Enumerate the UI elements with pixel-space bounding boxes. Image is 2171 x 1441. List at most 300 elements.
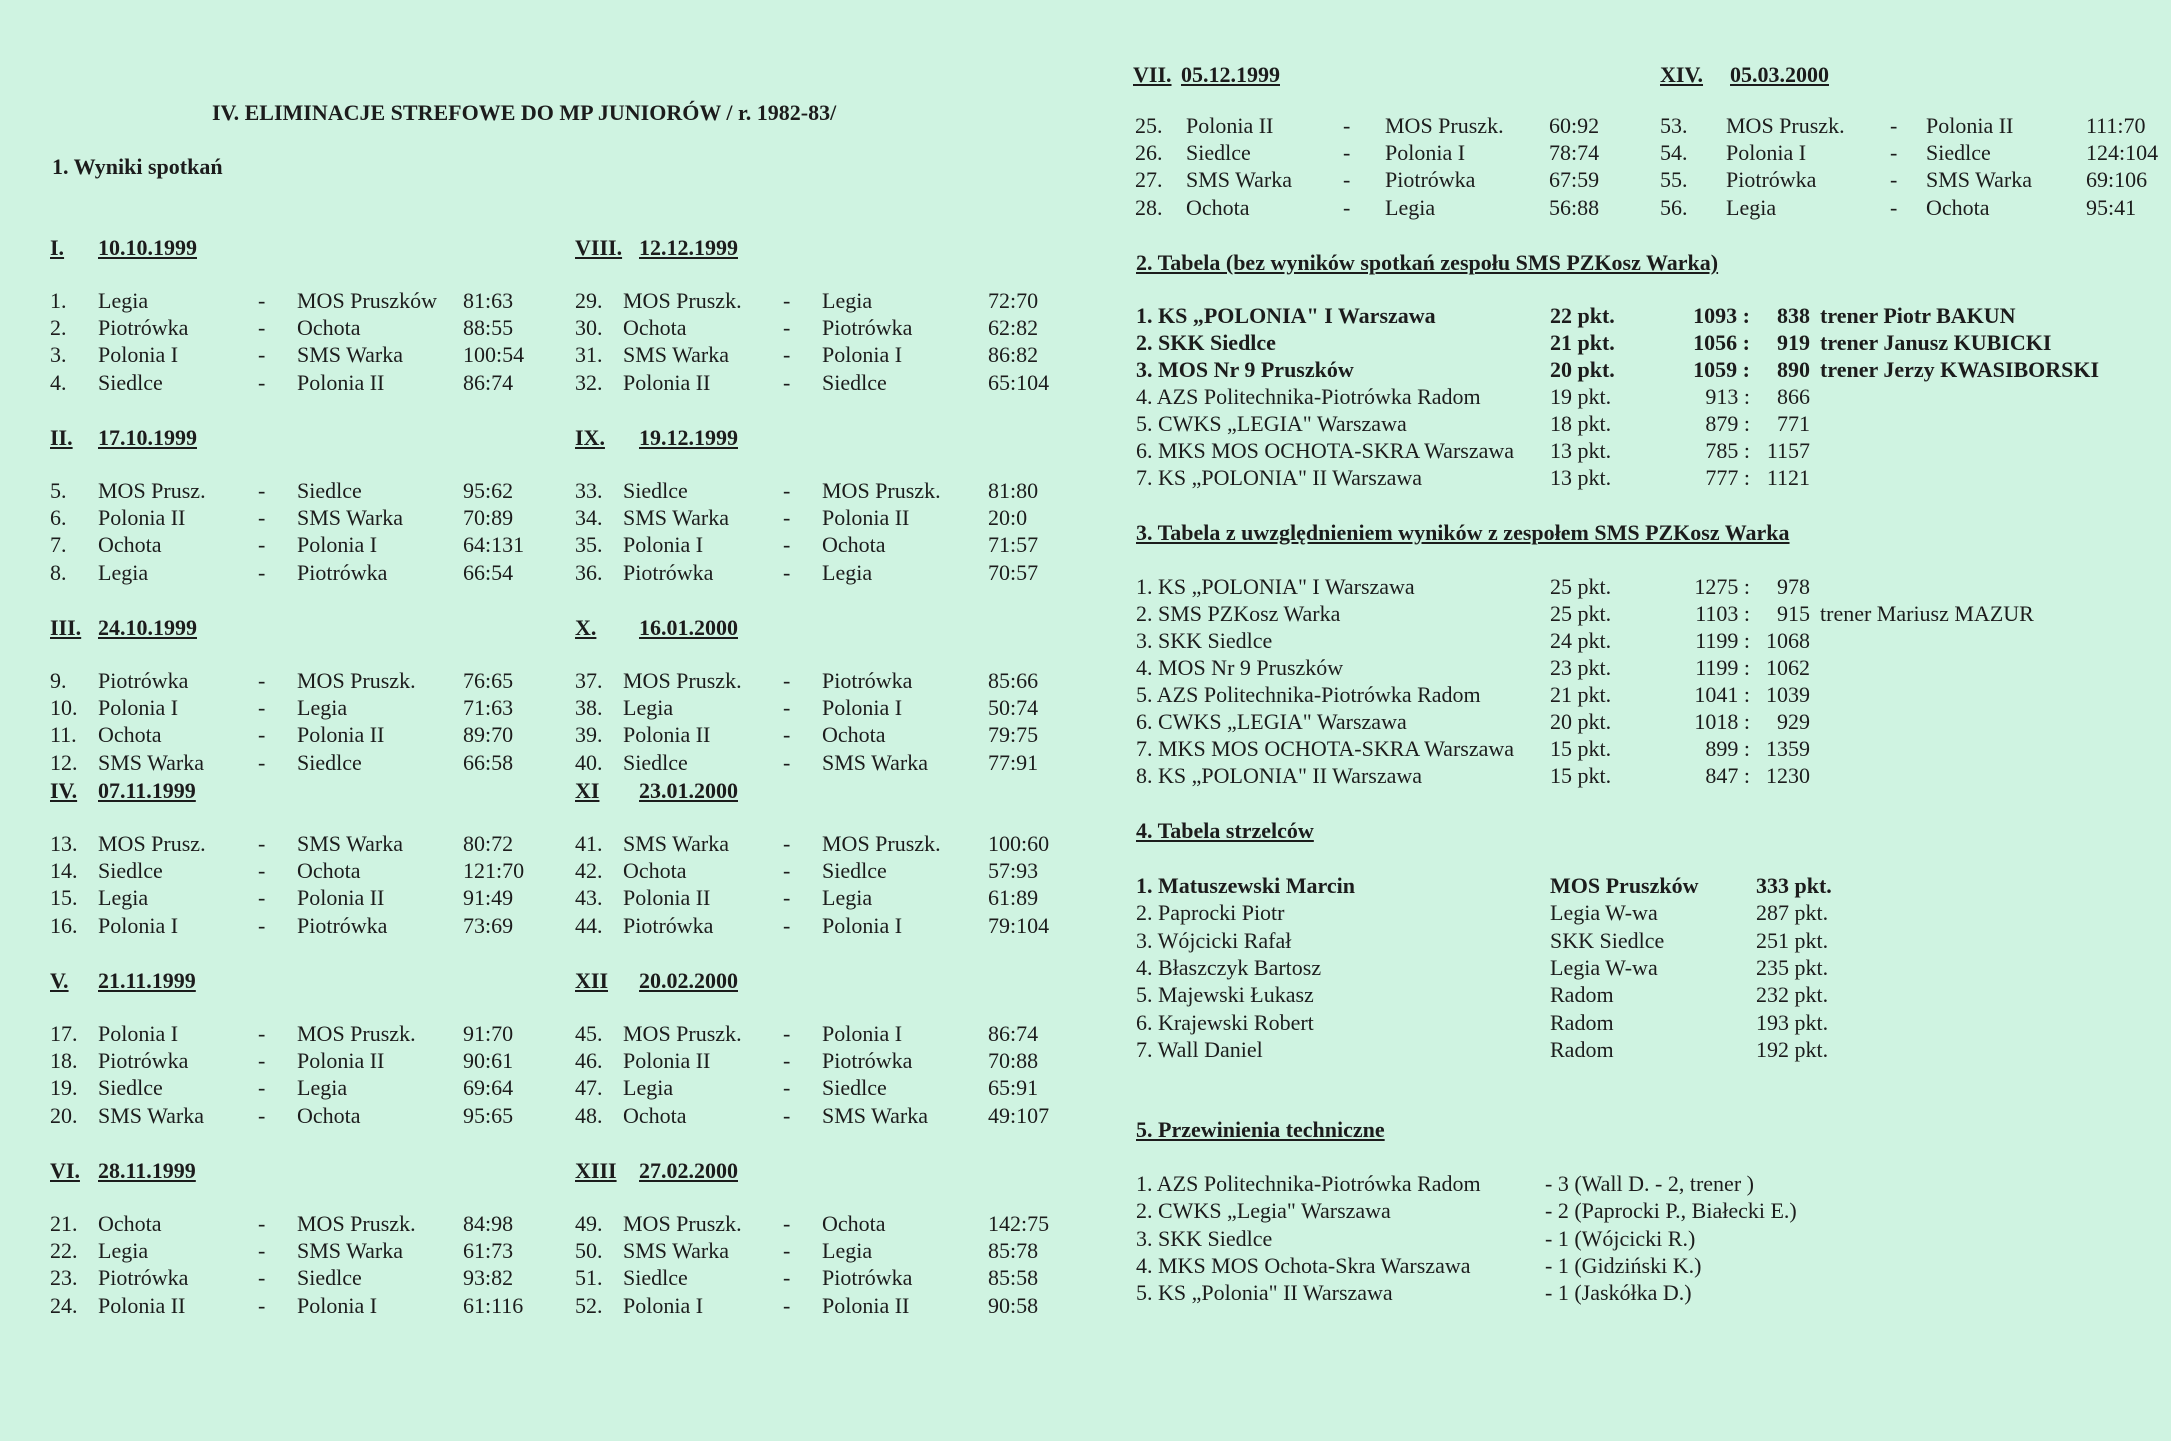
match-separator: - <box>258 1075 266 1101</box>
match-score: 84:98 <box>463 1211 514 1236</box>
away-team: Ochota <box>297 315 361 341</box>
player-club: Legia W-wa <box>1550 954 1658 980</box>
player-club: Radom <box>1550 1036 1614 1062</box>
match-number: 14. <box>50 858 78 884</box>
match-number: 42. <box>575 858 603 884</box>
home-team: Ochota <box>623 858 687 884</box>
match-number: 26. <box>1135 140 1163 166</box>
foul-team: 3. SKK Siedlce <box>1136 1225 1273 1251</box>
match-score: 86:82 <box>988 342 1039 368</box>
points: 24 pkt. <box>1550 628 1612 653</box>
team-name: 3. SKK Siedlce <box>1136 628 1273 653</box>
foul-team: 4. MKS MOS Ochota-Skra Warszawa <box>1136 1252 1471 1278</box>
player-club: MOS Pruszków <box>1550 873 1699 898</box>
away-team: Legia <box>297 1075 348 1101</box>
match-number: 22. <box>50 1238 78 1264</box>
match-number: 52. <box>575 1292 603 1318</box>
match-separator: - <box>783 695 791 721</box>
match-separator: - <box>1343 194 1351 220</box>
match-score: 70:88 <box>988 1048 1039 1074</box>
points: 20 pkt. <box>1550 357 1615 382</box>
match-number: 19. <box>50 1075 78 1101</box>
match-separator: - <box>783 288 791 313</box>
match-score: 90:58 <box>988 1292 1039 1318</box>
points: 13 pkt. <box>1550 438 1612 463</box>
match-score: 57:93 <box>988 858 1039 884</box>
team-name: 8. KS „POLONIA" II Warszawa <box>1136 763 1423 788</box>
match-score: 69:64 <box>463 1075 514 1101</box>
team-name: 1. KS „POLONIA" I Warszawa <box>1136 574 1415 599</box>
foul-team: 1. AZS Politechnika-Piotrówka Radom <box>1136 1171 1481 1196</box>
match-number: 27. <box>1135 167 1163 193</box>
foul-detail: - 1 (Jaskółka D.) <box>1545 1280 1692 1306</box>
match-number: 9. <box>50 668 67 693</box>
match-number: 1. <box>50 288 67 313</box>
match-separator: - <box>1343 113 1351 138</box>
player-name: 7. Wall Daniel <box>1136 1036 1263 1062</box>
match-separator: - <box>783 1021 791 1046</box>
away-team: Piotrówka <box>822 668 913 693</box>
round-number: XI <box>575 778 600 803</box>
home-team: Polonia I <box>98 912 179 938</box>
match-score: 85:58 <box>988 1265 1039 1291</box>
points: 23 pkt. <box>1550 655 1612 680</box>
match-number: 12. <box>50 749 78 775</box>
points-allowed: 1157 <box>1766 438 1810 463</box>
away-team: Legia <box>1385 194 1436 220</box>
foul-team: 2. CWKS „Legia" Warszawa <box>1136 1198 1391 1224</box>
round-header <box>575 235 738 261</box>
away-team: SMS Warka <box>1926 167 2032 193</box>
match-number: 40. <box>575 749 603 775</box>
match-score: 91:70 <box>463 1021 514 1046</box>
away-team: SMS Warka <box>822 749 928 775</box>
match-number: 41. <box>575 831 603 856</box>
round-header <box>50 968 196 994</box>
match-number: 50. <box>575 1238 603 1264</box>
match-score: 88:55 <box>463 315 514 341</box>
away-team: Polonia I <box>822 342 903 368</box>
match-separator: - <box>258 478 266 503</box>
home-team: Polonia I <box>98 1021 179 1046</box>
match-separator: - <box>783 831 791 856</box>
table5-title: 5. Przewinienia techniczne <box>1136 1117 1385 1142</box>
match-score: 85:78 <box>988 1238 1039 1264</box>
match-number: 38. <box>575 695 603 721</box>
match-score: 64:131 <box>463 532 525 558</box>
points: 25 pkt. <box>1550 601 1612 626</box>
home-team: SMS Warka <box>623 342 729 368</box>
home-team: Piotrówka <box>623 559 714 585</box>
match-score: 90:61 <box>463 1048 514 1074</box>
points-allowed: 1121 <box>1766 465 1810 490</box>
match-number: 54. <box>1660 140 1688 166</box>
section-results-title: 1. Wyniki spotkań <box>52 154 223 179</box>
match-score: 66:58 <box>463 749 514 775</box>
home-team: Polonia II <box>623 885 711 911</box>
match-number: 11. <box>50 722 77 748</box>
away-team: Polonia II <box>1926 113 2014 138</box>
home-team: Ochota <box>1186 194 1250 220</box>
round-date: 21.11.1999 <box>98 968 196 993</box>
match-score: 71:57 <box>988 532 1039 558</box>
home-team: Piotrówka <box>623 912 714 938</box>
team-name: 3. MOS Nr 9 Pruszków <box>1136 357 1354 382</box>
match-number: 30. <box>575 315 603 341</box>
match-separator: - <box>1890 167 1898 193</box>
home-team: Legia <box>98 288 149 313</box>
points: 13 pkt. <box>1550 465 1612 490</box>
player-club: Radom <box>1550 1009 1614 1035</box>
player-points: 192 pkt. <box>1756 1036 1829 1062</box>
round-header <box>50 1158 196 1184</box>
points-allowed: 978 <box>1777 574 1810 599</box>
round-number: IV. <box>50 778 78 803</box>
match-number: 3. <box>50 342 67 368</box>
away-team: Piotrówka <box>822 1048 913 1074</box>
away-team: Ochota <box>822 532 886 558</box>
away-team: SMS Warka <box>297 505 403 531</box>
away-team: Polonia II <box>297 885 385 911</box>
round-number: XIII <box>575 1158 617 1183</box>
match-number: 2. <box>50 315 67 341</box>
match-separator: - <box>783 1211 791 1236</box>
match-score: 86:74 <box>988 1021 1039 1046</box>
round-header <box>1660 62 1829 88</box>
player-points: 232 pkt. <box>1756 982 1829 1008</box>
match-number: 33. <box>575 478 603 503</box>
match-score: 85:66 <box>988 668 1039 693</box>
match-number: 48. <box>575 1102 603 1128</box>
away-team: Polonia II <box>297 1048 385 1074</box>
home-team: Siedlce <box>98 858 163 884</box>
match-number: 44. <box>575 912 603 938</box>
match-score: 95:62 <box>463 478 514 503</box>
match-number: 53. <box>1660 113 1688 138</box>
points-scored: 1056 : <box>1693 330 1750 355</box>
points-allowed: 929 <box>1777 709 1810 734</box>
away-team: Ochota <box>822 722 886 748</box>
match-separator: - <box>258 288 266 313</box>
match-separator: - <box>783 478 791 503</box>
home-team: Legia <box>1726 194 1777 220</box>
away-team: Polonia I <box>1385 140 1466 166</box>
match-separator: - <box>258 749 266 775</box>
points-scored: 847 : <box>1705 763 1750 788</box>
team-name: 1. KS „POLONIA" I Warszawa <box>1136 303 1436 328</box>
away-team: Polonia II <box>297 722 385 748</box>
match-score: 73:69 <box>463 912 514 938</box>
points-scored: 785 : <box>1705 438 1750 463</box>
match-separator: - <box>783 749 791 775</box>
match-score: 69:106 <box>2086 167 2148 193</box>
home-team: MOS Prusz. <box>98 478 206 503</box>
match-separator: - <box>258 912 266 938</box>
match-number: 56. <box>1660 194 1688 220</box>
round-number: IX. <box>575 425 605 450</box>
home-team: SMS Warka <box>623 505 729 531</box>
match-score: 80:72 <box>463 831 514 856</box>
match-number: 16. <box>50 912 78 938</box>
match-separator: - <box>783 1265 791 1291</box>
home-team: Polonia II <box>623 369 711 395</box>
home-team: Polonia I <box>1726 140 1807 166</box>
match-score: 91:49 <box>463 885 514 911</box>
round-date: 16.01.2000 <box>639 615 738 640</box>
round-number: XII <box>575 968 609 993</box>
points: 15 pkt. <box>1550 736 1612 761</box>
home-team: Legia <box>623 695 674 721</box>
points-allowed: 915 <box>1777 601 1810 626</box>
match-number: 43. <box>575 885 603 911</box>
match-number: 45. <box>575 1021 603 1046</box>
round-number: III. <box>50 615 82 640</box>
points-allowed: 838 <box>1777 303 1810 328</box>
match-separator: - <box>258 1292 266 1318</box>
points-allowed: 1068 <box>1766 628 1810 653</box>
match-score: 65:104 <box>988 369 1050 395</box>
match-separator: - <box>258 668 266 693</box>
home-team: Piotrówka <box>1726 167 1817 193</box>
match-number: 13. <box>50 831 78 856</box>
home-team: Polonia II <box>98 1292 186 1318</box>
away-team: Polonia I <box>297 1292 378 1318</box>
match-score: 71:63 <box>463 695 514 721</box>
home-team: Ochota <box>623 315 687 341</box>
match-number: 18. <box>50 1048 78 1074</box>
points-scored: 913 : <box>1705 384 1750 409</box>
round-header <box>50 235 197 261</box>
round-date: 27.02.2000 <box>639 1158 738 1183</box>
match-number: 10. <box>50 695 78 721</box>
match-score: 66:54 <box>463 559 514 585</box>
home-team: MOS Prusz. <box>98 831 206 856</box>
home-team: Legia <box>98 559 149 585</box>
round-number: II. <box>50 425 73 450</box>
match-score: 142:75 <box>988 1211 1050 1236</box>
match-number: 17. <box>50 1021 78 1046</box>
home-team: Polonia I <box>98 695 179 721</box>
match-separator: - <box>258 1102 266 1128</box>
home-team: Ochota <box>98 1211 162 1236</box>
match-separator: - <box>258 858 266 884</box>
match-separator: - <box>783 1292 791 1318</box>
away-team: Polonia I <box>297 532 378 558</box>
home-team: Ochota <box>98 722 162 748</box>
home-team: Siedlce <box>623 749 688 775</box>
player-points: 193 pkt. <box>1756 1009 1829 1035</box>
away-team: MOS Pruszk. <box>297 1021 416 1046</box>
home-team: Legia <box>623 1075 674 1101</box>
points: 21 pkt. <box>1550 330 1615 355</box>
match-score: 20:0 <box>988 505 1028 531</box>
round-date: 10.10.1999 <box>98 235 197 260</box>
foul-detail: - 1 (Wójcicki R.) <box>1545 1225 1696 1251</box>
match-separator: - <box>783 912 791 938</box>
player-name: 3. Wójcicki Rafał <box>1136 927 1292 953</box>
match-score: 62:82 <box>988 315 1039 341</box>
home-team: MOS Pruszk. <box>1726 113 1845 138</box>
away-team: Legia <box>822 885 873 911</box>
away-team: Legia <box>822 288 873 313</box>
match-number: 20. <box>50 1102 78 1128</box>
player-name: 2. Paprocki Piotr <box>1136 900 1285 926</box>
match-score: 81:80 <box>988 478 1039 503</box>
player-name: 4. Błaszczyk Bartosz <box>1136 954 1322 980</box>
points-scored: 1103 : <box>1695 601 1750 626</box>
home-team: SMS Warka <box>623 831 729 856</box>
round-number: VII. <box>1133 62 1172 87</box>
points-allowed: 1359 <box>1766 736 1810 761</box>
team-name: 5. CWKS „LEGIA" Warszawa <box>1136 411 1407 436</box>
home-team: Siedlce <box>1186 140 1251 166</box>
away-team: Piotrówka <box>297 559 388 585</box>
home-team: Piotrówka <box>98 668 189 693</box>
match-score: 79:104 <box>988 912 1050 938</box>
points-scored: 899 : <box>1705 736 1750 761</box>
team-name: 2. SKK Siedlce <box>1136 330 1276 355</box>
player-points: 251 pkt. <box>1756 927 1829 953</box>
match-number: 34. <box>575 505 603 531</box>
round-date: 05.03.2000 <box>1730 62 1829 87</box>
match-score: 81:63 <box>463 288 514 313</box>
away-team: Siedlce <box>822 858 887 884</box>
player-club: SKK Siedlce <box>1550 927 1665 953</box>
player-points: 235 pkt. <box>1756 954 1829 980</box>
match-score: 124:104 <box>2086 140 2159 166</box>
points-scored: 1275 : <box>1694 574 1750 599</box>
match-separator: - <box>1343 167 1351 193</box>
away-team: Siedlce <box>822 1075 887 1101</box>
home-team: Polonia II <box>98 505 186 531</box>
home-team: Ochota <box>98 532 162 558</box>
match-separator: - <box>1890 140 1898 166</box>
match-number: 28. <box>1135 194 1163 220</box>
away-team: Piotrówka <box>822 1265 913 1291</box>
away-team: MOS Pruszk. <box>1385 113 1504 138</box>
away-team: Legia <box>297 695 348 721</box>
match-separator: - <box>258 1021 266 1046</box>
match-number: 4. <box>50 369 67 395</box>
away-team: Polonia I <box>822 1021 903 1046</box>
away-team: Legia <box>822 1238 873 1264</box>
match-separator: - <box>783 315 791 341</box>
match-separator: - <box>783 885 791 911</box>
points-allowed: 866 <box>1777 384 1810 409</box>
away-team: Ochota <box>297 1102 361 1128</box>
match-separator: - <box>1890 113 1898 138</box>
points-scored: 1199 : <box>1695 628 1750 653</box>
match-number: 29. <box>575 288 603 313</box>
coach: trener Mariusz MAZUR <box>1820 601 2034 626</box>
match-score: 70:89 <box>463 505 514 531</box>
match-separator: - <box>258 369 266 395</box>
away-team: Piotrówka <box>297 912 388 938</box>
match-score: 61:116 <box>463 1292 524 1318</box>
round-number: V. <box>50 968 69 993</box>
away-team: Polonia II <box>822 1292 910 1318</box>
away-team: Piotrówka <box>1385 167 1476 193</box>
home-team: Siedlce <box>623 478 688 503</box>
match-separator: - <box>258 505 266 531</box>
away-team: Polonia II <box>822 505 910 531</box>
match-score: 61:73 <box>463 1238 514 1264</box>
home-team: SMS Warka <box>1186 167 1292 193</box>
match-number: 37. <box>575 668 603 693</box>
team-name: 6. CWKS „LEGIA" Warszawa <box>1136 709 1407 734</box>
match-number: 21. <box>50 1211 78 1236</box>
round-date: 07.11.1999 <box>98 778 196 803</box>
away-team: Ochota <box>1926 194 1990 220</box>
match-separator: - <box>258 831 266 856</box>
match-separator: - <box>258 1048 266 1074</box>
away-team: SMS Warka <box>297 1238 403 1264</box>
match-score: 100:60 <box>988 831 1050 856</box>
away-team: Ochota <box>297 858 361 884</box>
away-team: Siedlce <box>297 478 362 503</box>
team-name: 4. MOS Nr 9 Pruszków <box>1136 655 1344 680</box>
home-team: Siedlce <box>623 1265 688 1291</box>
points-allowed: 771 <box>1777 411 1810 436</box>
match-number: 46. <box>575 1048 603 1074</box>
match-separator: - <box>258 342 266 368</box>
match-number: 8. <box>50 559 67 585</box>
match-score: 111:70 <box>2086 113 2146 138</box>
match-separator: - <box>258 532 266 558</box>
away-team: Siedlce <box>297 749 362 775</box>
round-number: X. <box>575 615 597 640</box>
home-team: SMS Warka <box>623 1238 729 1264</box>
round-header <box>50 425 197 451</box>
player-club: Legia W-wa <box>1550 900 1658 926</box>
match-score: 95:65 <box>463 1102 514 1128</box>
table3-title: 3. Tabela z uwzględnieniem wyników z zespołem SMS PZKosz Warka <box>1136 520 1790 545</box>
round-number: I. <box>50 235 65 260</box>
match-score: 100:54 <box>463 342 525 368</box>
match-number: 5. <box>50 478 67 503</box>
round-number: VIII. <box>575 235 623 260</box>
points: 15 pkt. <box>1550 763 1612 788</box>
points-scored: 1041 : <box>1694 682 1750 707</box>
home-team: Polonia I <box>623 532 704 558</box>
match-separator: - <box>258 1265 266 1291</box>
points-scored: 879 : <box>1705 411 1750 436</box>
team-name: 5. AZS Politechnika-Piotrówka Radom <box>1136 682 1481 707</box>
home-team: MOS Pruszk. <box>623 668 742 693</box>
home-team: Siedlce <box>98 369 163 395</box>
player-points: 287 pkt. <box>1756 900 1829 926</box>
home-team: MOS Pruszk. <box>623 1211 742 1236</box>
match-score: 67:59 <box>1549 167 1600 193</box>
match-number: 23. <box>50 1265 78 1291</box>
match-separator: - <box>783 1102 791 1128</box>
points-scored: 777 : <box>1705 465 1750 490</box>
match-number: 55. <box>1660 167 1688 193</box>
home-team: SMS Warka <box>98 749 204 775</box>
away-team: Polonia II <box>297 369 385 395</box>
away-team: Polonia I <box>822 912 903 938</box>
away-team: SMS Warka <box>297 342 403 368</box>
away-team: MOS Pruszk. <box>822 831 941 856</box>
points-scored: 1018 : <box>1694 709 1750 734</box>
match-score: 70:57 <box>988 559 1039 585</box>
round-date: 05.12.1999 <box>1181 62 1280 87</box>
match-score: 61:89 <box>988 885 1039 911</box>
points-allowed: 1062 <box>1766 655 1810 680</box>
match-score: 49:107 <box>988 1102 1050 1128</box>
match-separator: - <box>783 505 791 531</box>
page-title: IV. ELIMINACJE STREFOWE DO MP JUNIORÓW / r. 1982-83/ <box>212 100 837 125</box>
